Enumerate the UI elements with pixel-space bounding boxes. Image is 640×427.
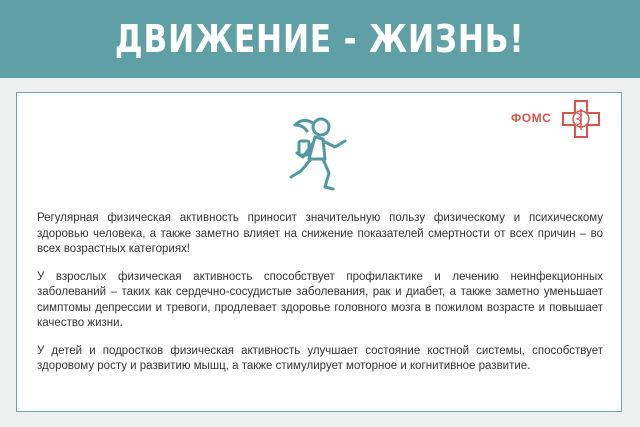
page-title: ДВИЖЕНИЕ - ЖИЗНЬ! <box>115 17 525 61</box>
logo-text: ФОМС <box>511 111 552 125</box>
info-card <box>16 92 622 412</box>
title-banner <box>0 0 640 78</box>
foms-logo <box>501 99 611 139</box>
medical-cross-caduceus-icon <box>561 99 601 139</box>
paragraph: У взрослых физическая активность способствует профилактике и лечению неинфекционных заболеваний – таких как сердечно-сосудистые заболевания, рак и диабет, а также заметно уменьшает симптомы депрессии и тревоги, продлевает здоровье головного мозга в пожилом возрасте и повышает качество жизни. <box>37 270 603 329</box>
running-girl-icon <box>285 113 355 195</box>
article-text <box>37 211 603 387</box>
paragraph: У детей и подростков физическая активность улучшает состояние костной системы, способствует здоровому росту и развитию мышц, а также стимулирует моторное и когнитивное развитие. <box>37 344 603 372</box>
paragraph: Регулярная физическая активность приносит значительную пользу физическому и психическому здоровью человека, а также заметно влияет на снижение показателей смертности от всех причин – во всех возрастных категориях! <box>37 212 603 255</box>
